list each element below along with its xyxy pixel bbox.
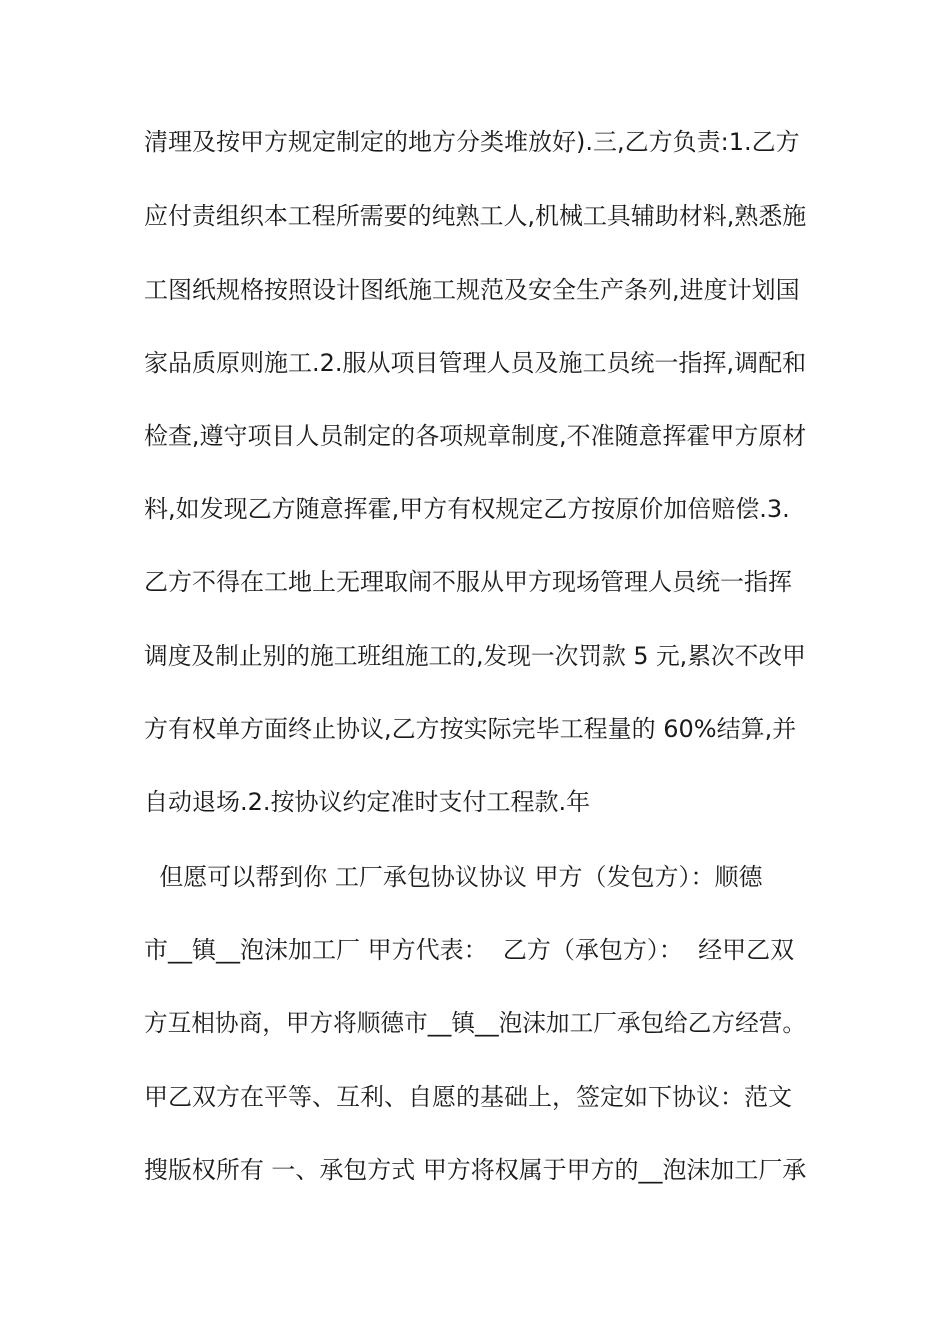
text-line: 检查,遵守项目人员制定的各项规章制度,不准随意挥霍甲方原材 — [144, 422, 807, 450]
text-line: 市__镇__泡沫加工厂 甲方代表： 乙方（承包方）： 经甲乙双 — [144, 936, 795, 964]
text-line: 方互相协商，甲方将顺德市__镇__泡沫加工厂承包给乙方经营。 — [144, 1009, 806, 1037]
text-line: 家品质原则施工.2.服从项目管理人员及施工员统一指挥,调配和 — [144, 349, 807, 377]
text-line: 调度及制止别的施工班组施工的,发现一次罚款 5 元,累次不改甲 — [144, 642, 806, 670]
text-line: 甲乙双方在平等、互利、自愿的基础上，签定如下协议：范文 — [144, 1083, 792, 1111]
text-line: 应付责组织本工程所需要的纯熟工人,机械工具辅助材料,熟悉施 — [144, 202, 807, 230]
text-line: 乙方不得在工地上无理取闹不服从甲方现场管理人员统一指挥 — [144, 568, 792, 596]
text-line: 搜版权所有 一、承包方式 甲方将权属于甲方的__泡沫加工厂承 — [144, 1156, 807, 1184]
text-line: 清理及按甲方规定制定的地方分类堆放好).三,乙方负责:1.乙方 — [144, 128, 800, 156]
text-line: 工图纸规格按照设计图纸施工规范及安全生产条列,进度计划国 — [144, 276, 800, 304]
text-line: 自动退场.2.按协议约定准时支付工程款.年 — [144, 788, 591, 816]
text-line: 但愿可以帮到你 工厂承包协议协议 甲方（发包方）：顺德 — [144, 863, 763, 891]
text-line: 方有权单方面终止协议,乙方按实际完毕工程量的 60%结算,并 — [144, 715, 797, 743]
text-line: 料,如发现乙方随意挥霍,甲方有权规定乙方按原价加倍赔偿.3. — [144, 495, 790, 523]
